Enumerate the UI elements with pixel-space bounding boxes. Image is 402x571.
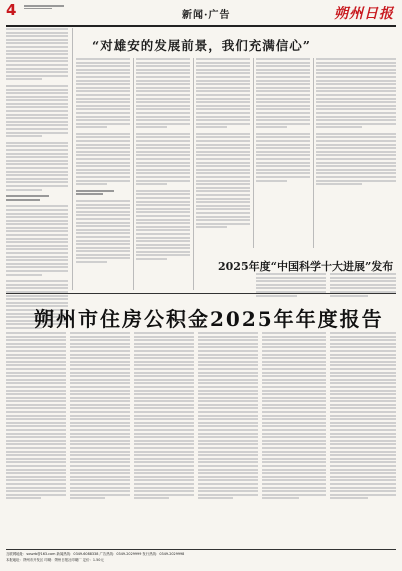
report-col-4 xyxy=(198,332,258,501)
report-col-5 xyxy=(262,332,326,501)
section-title: 新闻·广告 xyxy=(182,10,231,21)
footer-contact-line: 互联网地址：sxszrb@163.com 新闻热线：0349-6088338 广告热线：0349-2029999 发行热线：0349-2029998 xyxy=(6,552,185,556)
report-col-6 xyxy=(330,332,396,501)
page-footer xyxy=(6,549,396,563)
science-news-headline: 2025年度“中国科学十大进展”发布 xyxy=(218,260,394,273)
report-col-3 xyxy=(134,332,194,501)
science-news-col-1 xyxy=(256,273,326,298)
top-article-col-5 xyxy=(316,58,396,187)
issue-date xyxy=(24,5,64,11)
page-number: 4 xyxy=(6,1,17,19)
science-news-col-2 xyxy=(330,273,396,298)
top-article-col-2 xyxy=(136,58,190,262)
top-article-col-4 xyxy=(256,58,310,183)
subhead xyxy=(6,195,49,197)
top-article-headline: “对雄安的发展前景，我们充满信心” xyxy=(92,38,311,53)
subhead xyxy=(6,199,40,201)
top-article-col-3 xyxy=(196,58,250,230)
footer-address-line: 本报地址：朔州市开发区 印刷：朔州日报社印刷厂 定价：1.50元 xyxy=(6,557,104,562)
left-column xyxy=(6,28,68,331)
masthead xyxy=(6,3,396,27)
newspaper-logo: 朔州日报 xyxy=(334,6,394,22)
report-col-1 xyxy=(6,332,66,501)
main-report-headline: 朔州市住房公积金2025年年度报告 xyxy=(34,307,384,331)
top-article-col-1 xyxy=(76,58,130,265)
report-col-2 xyxy=(70,332,130,501)
